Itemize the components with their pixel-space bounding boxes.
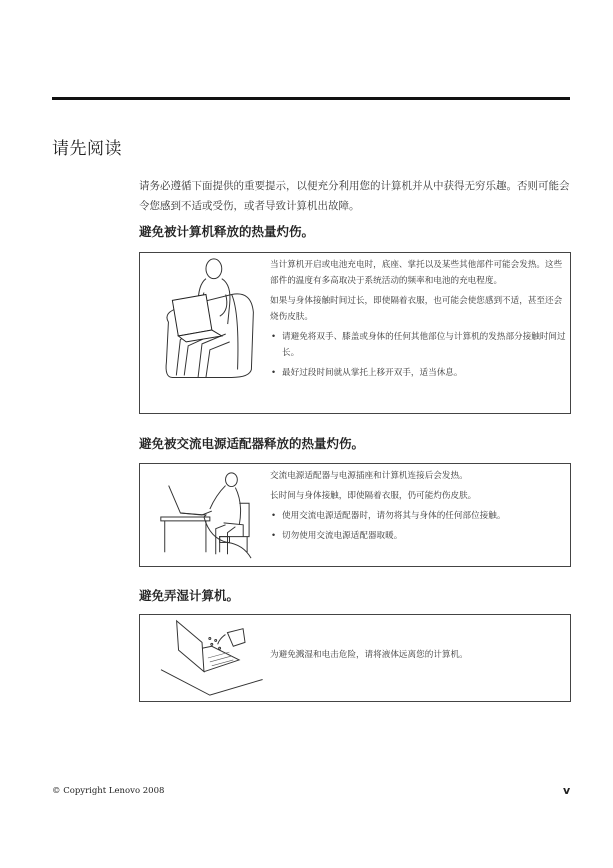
notice-bullet: • 请避免将双手、膝盖或身体的任何其他部位与计算机的发热部分接触时间过长。 [270,329,566,361]
notice-box-computer-heat [139,252,571,414]
notice-box-adapter-heat [139,463,571,567]
notice-paragraph: 当计算机开启或电池充电时，底座、掌托以及某些其他部件可能会发热。这些部件的温度有多高取决于系统活动的频率和电池的充电程度。 [270,260,563,286]
notice-text-computer-heat [270,257,566,385]
notice-text-adapter-heat [270,468,566,548]
notice-paragraph: 为避免溅湿和电击危险，请将液体远离您的计算机。 [270,650,468,660]
notice-paragraph: 如果与身体接触时间过长，即使隔着衣服，也可能会使您感到不适，甚至还会烧伤皮肤。 [270,296,563,322]
notice-box-liquid [139,614,571,702]
footer-copyright: © Copyright Lenovo 2008 [52,786,165,796]
notice-bullet: • 切勿使用交流电源适配器取暖。 [270,528,566,544]
person-laptop-on-lap-icon [140,253,265,413]
intro-paragraph: 请务必遵循下面提供的重要提示，以便充分利用您的计算机并从中获得无穷乐趣。否则可能会令您感到不适或受伤，或者导致计算机出故障。 [139,180,570,212]
section-heading-adapter-heat: 避免被交流电源适配器释放的热量灼伤。 [139,436,365,451]
notice-paragraph: 长时间与身体接触，即使隔着衣服，仍可能灼伤皮肤。 [270,491,477,501]
notice-bullet-list [270,508,566,544]
notice-bullet: • 最好过段时间就从掌托上移开双手，适当休息。 [270,365,566,381]
section-heading-liquid: 避免弄湿计算机。 [139,588,240,603]
page-number: v [563,784,571,797]
page-title: 请先阅读 [52,139,122,159]
notice-text-liquid [270,647,566,667]
header-rule [52,97,570,100]
notice-bullet: • 使用交流电源适配器时，请勿将其与身体的任何部位接触。 [270,508,566,524]
section-heading-computer-heat: 避免被计算机释放的热量灼伤。 [139,224,315,239]
person-at-desk-with-adapter-icon [140,464,265,566]
notice-bullet-list [270,329,566,381]
laptop-liquid-spill-icon [140,615,265,701]
notice-paragraph: 交流电源适配器与电源插座和计算机连接后会发热。 [270,471,468,481]
